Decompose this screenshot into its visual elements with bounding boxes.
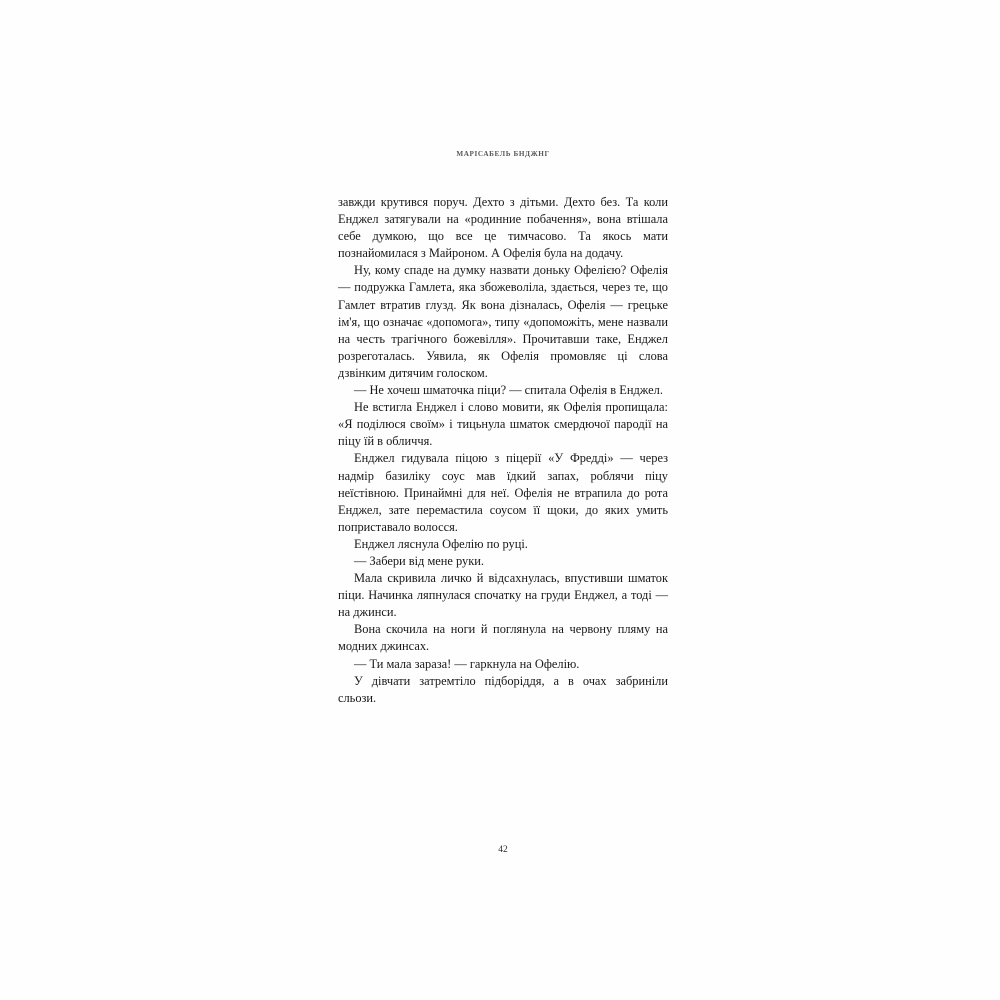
paragraph: Ну, кому спаде на думку назвати доньку Офелією? Офелія — подружка Гамлета, яка збожеволіла, здається, через те, що Гамлет втратив глузд. Як вона дізналась, Офелія — грецьке ім'я, що означає «допомога», типу «допоможіть, мене назвали на честь трагічного божевілля». Прочитавши таке, Енджел розреготалась. Уявила, як Офелія промовляє ці слова дзвінким дитячим голоском. xyxy=(338,263,668,380)
paragraph: Вона скочила на ноги й поглянула на червону пляму на модних джинсах. xyxy=(338,622,668,654)
paragraph: завжди крутився поруч. Дехто з дітьми. Дехто без. Та коли Енджел затягували на «родинние побачення», вона втішала себе думкою, що все це тимчасово. Та якось мати познайомилася з Майроном. А Офелія була на додачу. xyxy=(338,195,668,261)
paragraph: — Не хочеш шматочка піци? — спитала Офелія в Енджел. xyxy=(354,383,663,398)
running-head: МАРІСАБЕЛЬ БНДЖНГ xyxy=(456,150,550,158)
paragraph: — Ти мала зараза! — гаркнула на Офелію. xyxy=(354,656,580,671)
page-number: 42 xyxy=(498,845,508,855)
paragraph: — Забери від мене руки. xyxy=(354,553,484,568)
paragraph: У дівчати затремтіло підборіддя, а в очах забриніли сльози. xyxy=(338,673,668,705)
paragraph: Енджел гидувала піцою з піцерії «У Фредді» — через надмір базиліку соус мав їдкий запах, роблячи піцу неїстівною. Принаймні для неї. Офелія не втрапила до рота Енджел, зате перемастила соусом її щоки, до яких умить поприставало волосся. xyxy=(338,451,668,534)
paragraph: Енджел ляснула Офелію по руці. xyxy=(354,536,528,551)
paragraph: Мала скривила личко й відсахнулась, впустивши шматок піци. Начинка ляпнулася спочатку на груди Енджел, а тоді — на джинси. xyxy=(338,571,668,620)
body-text xyxy=(338,194,668,707)
paragraph: Не встигла Енджел і слово мовити, як Офелія пропищала: «Я поділюся своїм» і тицьнула шматок смердючої пародії на піцу їй в обличчя. xyxy=(338,400,668,449)
text-column xyxy=(338,150,668,707)
